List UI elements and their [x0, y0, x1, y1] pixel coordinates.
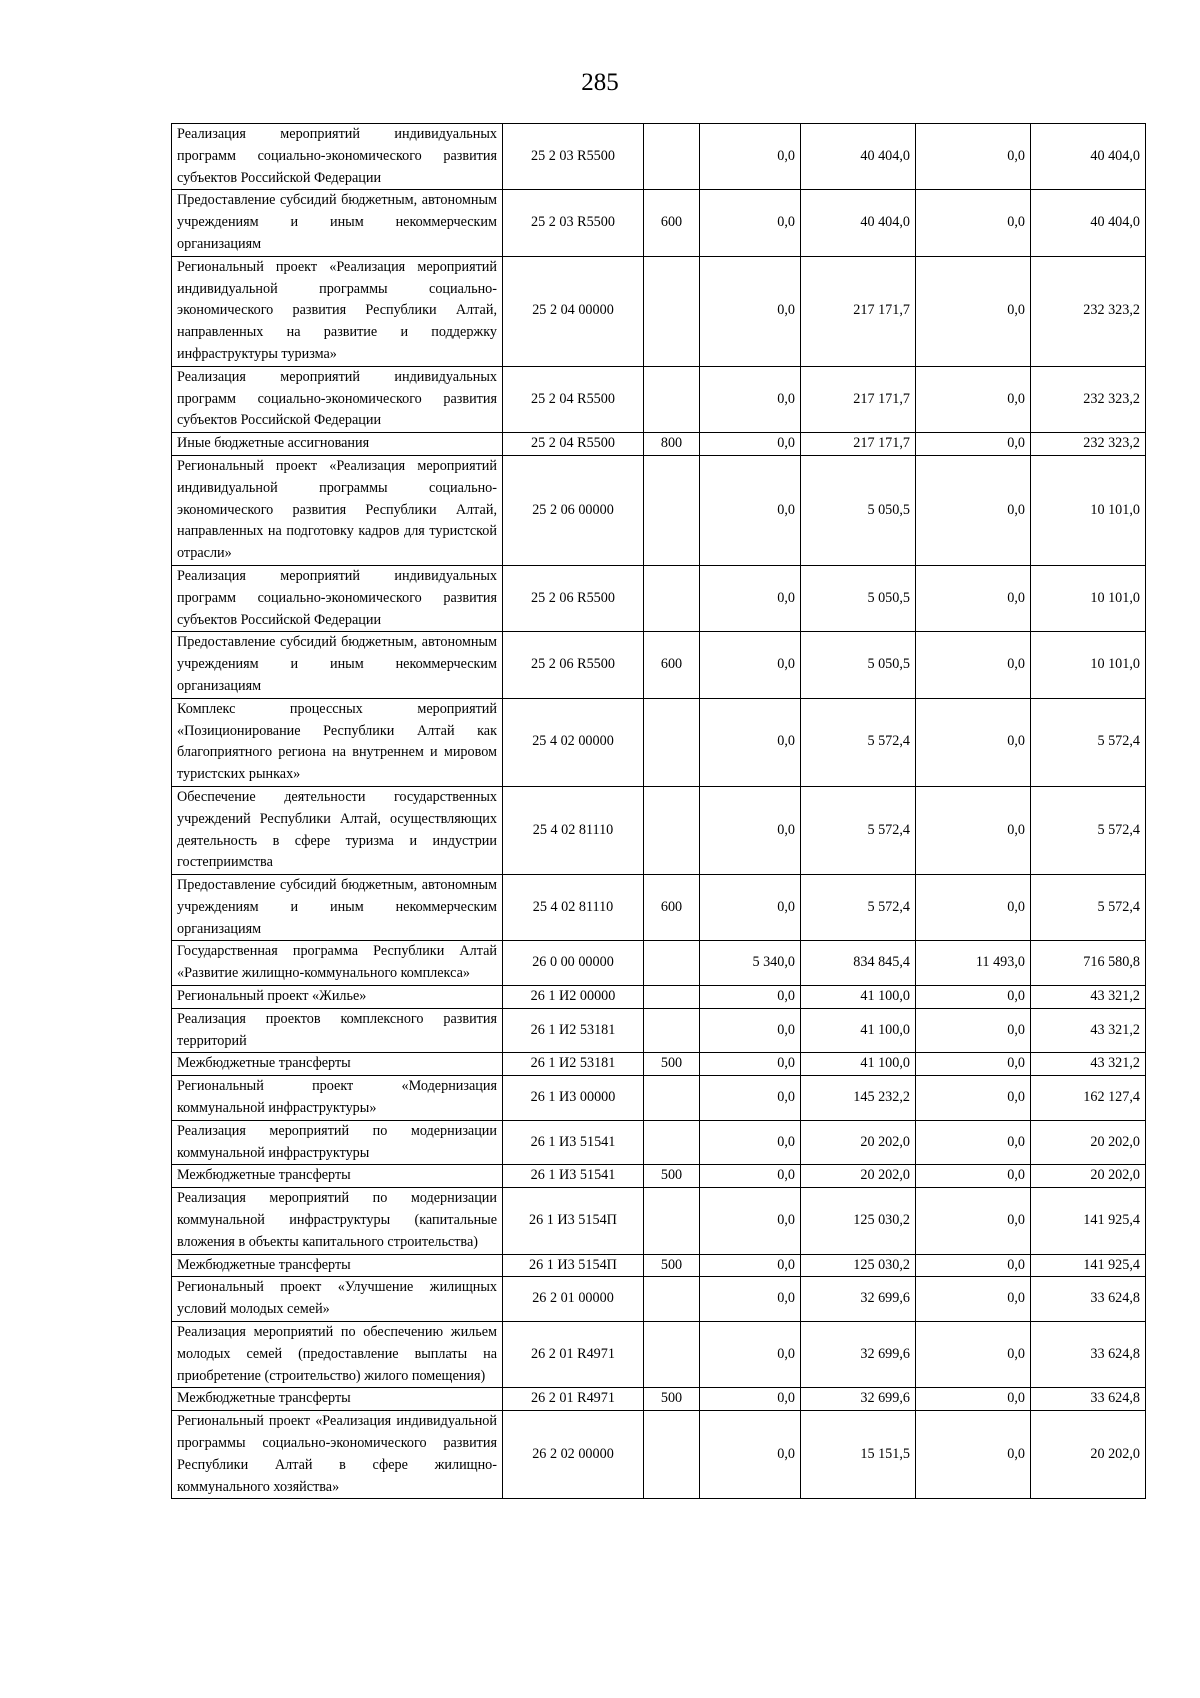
- row-expense-type: [644, 1008, 700, 1053]
- row-value-1: 0,0: [700, 786, 801, 874]
- row-name: Региональный проект «Реализация индивидуальной программы социально-экономического развития Республики Алтай в сфере жилищно-коммунального хозяйства»: [172, 1411, 503, 1499]
- row-expense-type: 500: [644, 1165, 700, 1188]
- page-number: 285: [581, 69, 619, 96]
- table-row: [172, 1388, 1146, 1411]
- row-value-1: 0,0: [700, 1254, 801, 1277]
- row-value-4: 5 572,4: [1031, 875, 1146, 941]
- row-value-2: 217 171,7: [801, 256, 916, 366]
- row-name: Межбюджетные трансферты: [172, 1165, 503, 1188]
- row-code: 25 2 06 R5500: [503, 632, 644, 698]
- row-code: 26 1 И3 00000: [503, 1076, 644, 1121]
- row-value-1: 0,0: [700, 1388, 801, 1411]
- row-value-3: 0,0: [916, 366, 1031, 432]
- row-value-4: 162 127,4: [1031, 1076, 1146, 1121]
- row-value-1: 0,0: [700, 256, 801, 366]
- row-value-2: 41 100,0: [801, 1053, 916, 1076]
- row-expense-type: 600: [644, 632, 700, 698]
- row-value-4: 5 572,4: [1031, 786, 1146, 874]
- row-value-4: 5 572,4: [1031, 698, 1146, 786]
- row-value-3: 0,0: [916, 1277, 1031, 1322]
- row-code: 25 2 03 R5500: [503, 190, 644, 256]
- row-code: 26 2 01 00000: [503, 1277, 644, 1322]
- row-value-2: 5 050,5: [801, 565, 916, 631]
- row-name: Государственная программа Республики Алтай «Развитие жилищно-коммунального комплекса»: [172, 941, 503, 986]
- budget-table: [171, 123, 1146, 1499]
- row-value-4: 232 323,2: [1031, 433, 1146, 456]
- row-value-2: 5 572,4: [801, 698, 916, 786]
- row-value-3: 0,0: [916, 1388, 1031, 1411]
- table-row: [172, 1322, 1146, 1388]
- row-value-3: 0,0: [916, 1008, 1031, 1053]
- row-value-2: 32 699,6: [801, 1277, 916, 1322]
- table-row: [172, 256, 1146, 366]
- row-value-3: 0,0: [916, 698, 1031, 786]
- row-value-4: 10 101,0: [1031, 565, 1146, 631]
- row-value-4: 20 202,0: [1031, 1165, 1146, 1188]
- row-value-1: 0,0: [700, 986, 801, 1009]
- row-code: 25 2 04 00000: [503, 256, 644, 366]
- row-name: Предоставление субсидий бюджетным, автономным учреждениям и иным некоммерческим организациям: [172, 190, 503, 256]
- row-expense-type: [644, 986, 700, 1009]
- row-value-3: 0,0: [916, 565, 1031, 631]
- table-row: [172, 632, 1146, 698]
- row-value-2: 32 699,6: [801, 1388, 916, 1411]
- row-name: Комплекс процессных мероприятий «Позиционирование Республики Алтай как благоприятного региона на внутреннем и мировом туристских рынках»: [172, 698, 503, 786]
- row-value-2: 5 050,5: [801, 632, 916, 698]
- row-expense-type: 500: [644, 1053, 700, 1076]
- row-value-4: 43 321,2: [1031, 1008, 1146, 1053]
- row-expense-type: [644, 1277, 700, 1322]
- row-expense-type: [644, 698, 700, 786]
- table-row: [172, 698, 1146, 786]
- row-value-2: 217 171,7: [801, 366, 916, 432]
- row-value-1: 0,0: [700, 455, 801, 565]
- row-value-1: 0,0: [700, 366, 801, 432]
- row-value-1: 0,0: [700, 1053, 801, 1076]
- row-expense-type: [644, 1322, 700, 1388]
- row-code: 25 2 06 00000: [503, 455, 644, 565]
- table-row: [172, 1254, 1146, 1277]
- row-expense-type: [644, 1411, 700, 1499]
- row-code: 26 1 И3 5154П: [503, 1188, 644, 1254]
- row-value-1: 0,0: [700, 1120, 801, 1165]
- row-name: Иные бюджетные ассигнования: [172, 433, 503, 456]
- row-value-1: 0,0: [700, 632, 801, 698]
- row-value-4: 43 321,2: [1031, 1053, 1146, 1076]
- row-code: 26 0 00 00000: [503, 941, 644, 986]
- table-row: [172, 565, 1146, 631]
- row-name: Реализация мероприятий индивидуальных программ социально-экономического развития субъектов Российской Федерации: [172, 565, 503, 631]
- row-value-4: 10 101,0: [1031, 455, 1146, 565]
- row-code: 26 1 И3 51541: [503, 1165, 644, 1188]
- row-value-1: 0,0: [700, 433, 801, 456]
- row-code: 26 2 01 R4971: [503, 1322, 644, 1388]
- row-value-4: 141 925,4: [1031, 1188, 1146, 1254]
- row-value-3: 0,0: [916, 632, 1031, 698]
- row-value-1: 0,0: [700, 565, 801, 631]
- row-name: Региональный проект «Жилье»: [172, 986, 503, 1009]
- row-name: Предоставление субсидий бюджетным, автономным учреждениям и иным некоммерческим организациям: [172, 632, 503, 698]
- row-value-4: 33 624,8: [1031, 1322, 1146, 1388]
- row-code: 25 2 06 R5500: [503, 565, 644, 631]
- row-expense-type: [644, 786, 700, 874]
- row-value-1: 0,0: [700, 1322, 801, 1388]
- row-value-3: 0,0: [916, 190, 1031, 256]
- row-value-1: 0,0: [700, 190, 801, 256]
- row-code: 25 2 03 R5500: [503, 124, 644, 190]
- row-code: 25 4 02 00000: [503, 698, 644, 786]
- row-code: 26 1 И2 00000: [503, 986, 644, 1009]
- table-row: [172, 1277, 1146, 1322]
- row-value-1: 0,0: [700, 1188, 801, 1254]
- row-expense-type: [644, 366, 700, 432]
- row-value-3: 11 493,0: [916, 941, 1031, 986]
- row-expense-type: 500: [644, 1388, 700, 1411]
- table-body: [172, 124, 1146, 1499]
- table-row: [172, 1008, 1146, 1053]
- row-code: 25 2 04 R5500: [503, 366, 644, 432]
- row-value-3: 0,0: [916, 256, 1031, 366]
- row-value-2: 41 100,0: [801, 1008, 916, 1053]
- row-code: 25 4 02 81110: [503, 786, 644, 874]
- row-value-1: 0,0: [700, 698, 801, 786]
- row-value-2: 20 202,0: [801, 1120, 916, 1165]
- table-row: [172, 1165, 1146, 1188]
- row-value-2: 125 030,2: [801, 1254, 916, 1277]
- row-value-3: 0,0: [916, 124, 1031, 190]
- row-value-2: 5 572,4: [801, 875, 916, 941]
- row-code: 25 4 02 81110: [503, 875, 644, 941]
- row-expense-type: [644, 941, 700, 986]
- row-value-3: 0,0: [916, 1076, 1031, 1121]
- row-value-4: 33 624,8: [1031, 1277, 1146, 1322]
- row-value-3: 0,0: [916, 786, 1031, 874]
- row-name: Региональный проект «Реализация мероприятий индивидуальной программы социально-экономического развития Республики Алтай, направленных на развитие и поддержку инфраструктуры туризма»: [172, 256, 503, 366]
- table-row: [172, 986, 1146, 1009]
- table-row: [172, 941, 1146, 986]
- row-expense-type: 800: [644, 433, 700, 456]
- table-row: [172, 1411, 1146, 1499]
- row-code: 25 2 04 R5500: [503, 433, 644, 456]
- row-value-3: 0,0: [916, 1165, 1031, 1188]
- row-value-1: 0,0: [700, 124, 801, 190]
- row-name: Межбюджетные трансферты: [172, 1254, 503, 1277]
- row-value-3: 0,0: [916, 433, 1031, 456]
- table-row: [172, 875, 1146, 941]
- row-value-2: 834 845,4: [801, 941, 916, 986]
- table-row: [172, 1188, 1146, 1254]
- row-expense-type: [644, 1120, 700, 1165]
- row-value-2: 41 100,0: [801, 986, 916, 1009]
- row-name: Реализация мероприятий индивидуальных программ социально-экономического развития субъектов Российской Федерации: [172, 124, 503, 190]
- row-value-4: 40 404,0: [1031, 190, 1146, 256]
- row-name: Реализация мероприятий по обеспечению жильем молодых семей (предоставление выплаты на приобретение (строительство) жилого помещения): [172, 1322, 503, 1388]
- row-value-2: 20 202,0: [801, 1165, 916, 1188]
- row-code: 26 2 01 R4971: [503, 1388, 644, 1411]
- row-value-2: 40 404,0: [801, 124, 916, 190]
- row-name: Межбюджетные трансферты: [172, 1388, 503, 1411]
- row-value-4: 232 323,2: [1031, 256, 1146, 366]
- row-expense-type: [644, 1188, 700, 1254]
- row-name: Реализация мероприятий по модернизации коммунальной инфраструктуры (капитальные вложения в объекты капитального строительства): [172, 1188, 503, 1254]
- row-name: Межбюджетные трансферты: [172, 1053, 503, 1076]
- row-expense-type: 600: [644, 190, 700, 256]
- row-value-2: 125 030,2: [801, 1188, 916, 1254]
- row-name: Предоставление субсидий бюджетным, автономным учреждениям и иным некоммерческим организациям: [172, 875, 503, 941]
- row-expense-type: 600: [644, 875, 700, 941]
- row-name: Реализация мероприятий индивидуальных программ социально-экономического развития субъектов Российской Федерации: [172, 366, 503, 432]
- row-value-4: 10 101,0: [1031, 632, 1146, 698]
- table-row: [172, 1053, 1146, 1076]
- row-expense-type: [644, 455, 700, 565]
- row-value-1: 0,0: [700, 1277, 801, 1322]
- table-row: [172, 124, 1146, 190]
- row-value-4: 716 580,8: [1031, 941, 1146, 986]
- row-value-3: 0,0: [916, 455, 1031, 565]
- row-value-1: 0,0: [700, 875, 801, 941]
- table-row: [172, 366, 1146, 432]
- table-row: [172, 455, 1146, 565]
- row-value-4: 43 321,2: [1031, 986, 1146, 1009]
- row-value-1: 0,0: [700, 1165, 801, 1188]
- row-value-1: 0,0: [700, 1076, 801, 1121]
- row-name: Региональный проект «Реализация мероприятий индивидуальной программы социально-экономического развития Республики Алтай, направленных на подготовку кадров для туристской отрасли»: [172, 455, 503, 565]
- row-expense-type: [644, 256, 700, 366]
- row-name: Обеспечение деятельности государственных учреждений Республики Алтай, осуществляющих деятельность в сфере туризма и индустрии гостеприимства: [172, 786, 503, 874]
- row-value-3: 0,0: [916, 1120, 1031, 1165]
- row-value-3: 0,0: [916, 1188, 1031, 1254]
- row-name: Региональный проект «Модернизация коммунальной инфраструктуры»: [172, 1076, 503, 1121]
- table-row: [172, 433, 1146, 456]
- row-value-4: 20 202,0: [1031, 1411, 1146, 1499]
- row-expense-type: [644, 1076, 700, 1121]
- row-name: Реализация мероприятий по модернизации коммунальной инфраструктуры: [172, 1120, 503, 1165]
- row-value-2: 5 050,5: [801, 455, 916, 565]
- row-code: 26 1 И2 53181: [503, 1053, 644, 1076]
- row-value-3: 0,0: [916, 875, 1031, 941]
- row-expense-type: [644, 565, 700, 631]
- row-value-3: 0,0: [916, 1053, 1031, 1076]
- table-row: [172, 786, 1146, 874]
- row-value-2: 15 151,5: [801, 1411, 916, 1499]
- row-expense-type: [644, 124, 700, 190]
- row-value-4: 33 624,8: [1031, 1388, 1146, 1411]
- row-code: 26 1 И3 5154П: [503, 1254, 644, 1277]
- row-value-4: 232 323,2: [1031, 366, 1146, 432]
- row-value-4: 141 925,4: [1031, 1254, 1146, 1277]
- row-value-1: 0,0: [700, 1411, 801, 1499]
- row-value-3: 0,0: [916, 986, 1031, 1009]
- row-value-3: 0,0: [916, 1411, 1031, 1499]
- row-value-4: 20 202,0: [1031, 1120, 1146, 1165]
- row-value-3: 0,0: [916, 1322, 1031, 1388]
- row-value-2: 32 699,6: [801, 1322, 916, 1388]
- row-value-2: 40 404,0: [801, 190, 916, 256]
- row-value-2: 5 572,4: [801, 786, 916, 874]
- row-value-3: 0,0: [916, 1254, 1031, 1277]
- table-row: [172, 1120, 1146, 1165]
- row-name: Реализация проектов комплексного развития территорий: [172, 1008, 503, 1053]
- row-value-2: 145 232,2: [801, 1076, 916, 1121]
- row-value-1: 5 340,0: [700, 941, 801, 986]
- row-value-2: 217 171,7: [801, 433, 916, 456]
- row-code: 26 2 02 00000: [503, 1411, 644, 1499]
- table-row: [172, 190, 1146, 256]
- row-code: 26 1 И2 53181: [503, 1008, 644, 1053]
- row-value-1: 0,0: [700, 1008, 801, 1053]
- row-name: Региональный проект «Улучшение жилищных условий молодых семей»: [172, 1277, 503, 1322]
- table-row: [172, 1076, 1146, 1121]
- row-code: 26 1 И3 51541: [503, 1120, 644, 1165]
- row-value-4: 40 404,0: [1031, 124, 1146, 190]
- row-expense-type: 500: [644, 1254, 700, 1277]
